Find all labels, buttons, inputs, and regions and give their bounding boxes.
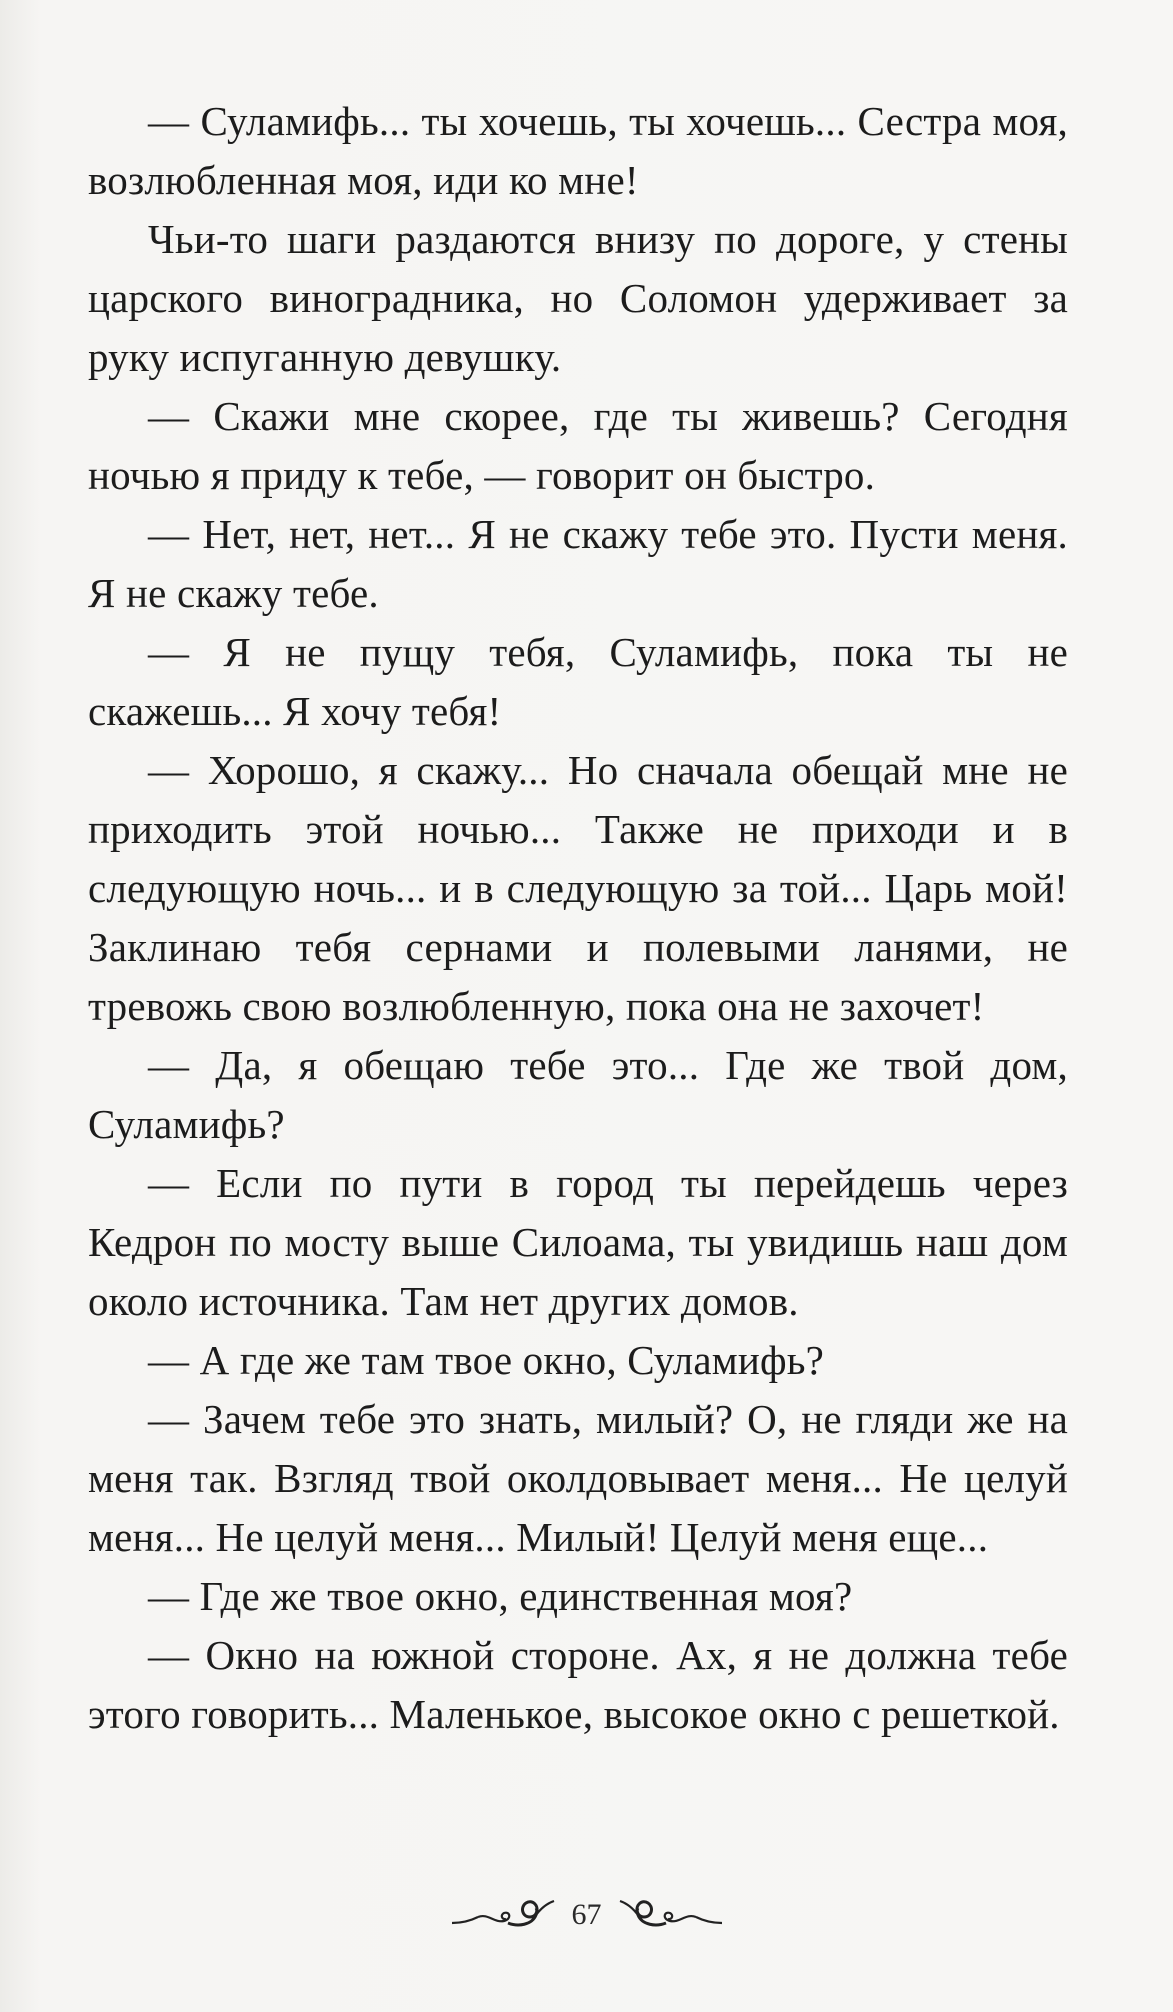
paragraph: — Да, я обещаю тебе это... Где же твой дом, Суламифь? [88, 1042, 1068, 1147]
page-number: 67 [571, 1898, 602, 1931]
paragraph: — Нет, нет, нет... Я не скажу тебе это. Пусти меня. Я не скажу тебе. [88, 511, 1068, 616]
paragraph: — Скажи мне скорее, где ты живешь? Сегодня ночью я приду к тебе, — говорит он быстро. [88, 393, 1068, 498]
paragraph: — А где же там твое окно, Суламифь? [148, 1337, 825, 1383]
paragraph: — Где же твое окно, единственная моя? [148, 1573, 853, 1619]
body-text [88, 92, 1068, 1744]
paragraph: — Если по пути в город ты перейдешь через Кедрон по мосту выше Силоама, ты увидишь наш дом около источника. Там нет других домов. [88, 1160, 1068, 1324]
paragraph: Чьи-то шаги раздаются внизу по дороге, у стены царского виноградника, но Соломон удерживает за руку испуганную девушку. [88, 216, 1068, 380]
paragraph: — Зачем тебе это знать, милый? О, не гляди же на меня так. Взгляд твой околдовывает меня... Не целуй меня... Не целуй меня... Милый! Целуй меня еще... [88, 1396, 1068, 1560]
paragraph: — Окно на южной стороне. Ах, я не должна тебе этого говорить... Маленькое, высокое окно с решеткой. [88, 1632, 1068, 1737]
paragraph: — Суламифь... ты хочешь, ты хочешь... Сестра моя, возлюбленная моя, иди ко мне! [88, 98, 1068, 203]
page-footer [0, 1885, 1173, 1945]
swirl-ornament-right-icon [616, 1893, 726, 1937]
swirl-ornament-left-icon [448, 1893, 558, 1937]
paragraph: — Хорошо, я скажу... Но сначала обещай мне не приходить этой ночью... Также не приходи и в следующую ночь... и в следующую за той... Царь мой! Заклинаю тебя сернами и полевыми ланями, не тревожь свою возлюбленную, пока она не захочет! [88, 747, 1068, 1029]
paragraph: — Я не пущу тебя, Суламифь, пока ты не скажешь... Я хочу тебя! [88, 629, 1068, 734]
